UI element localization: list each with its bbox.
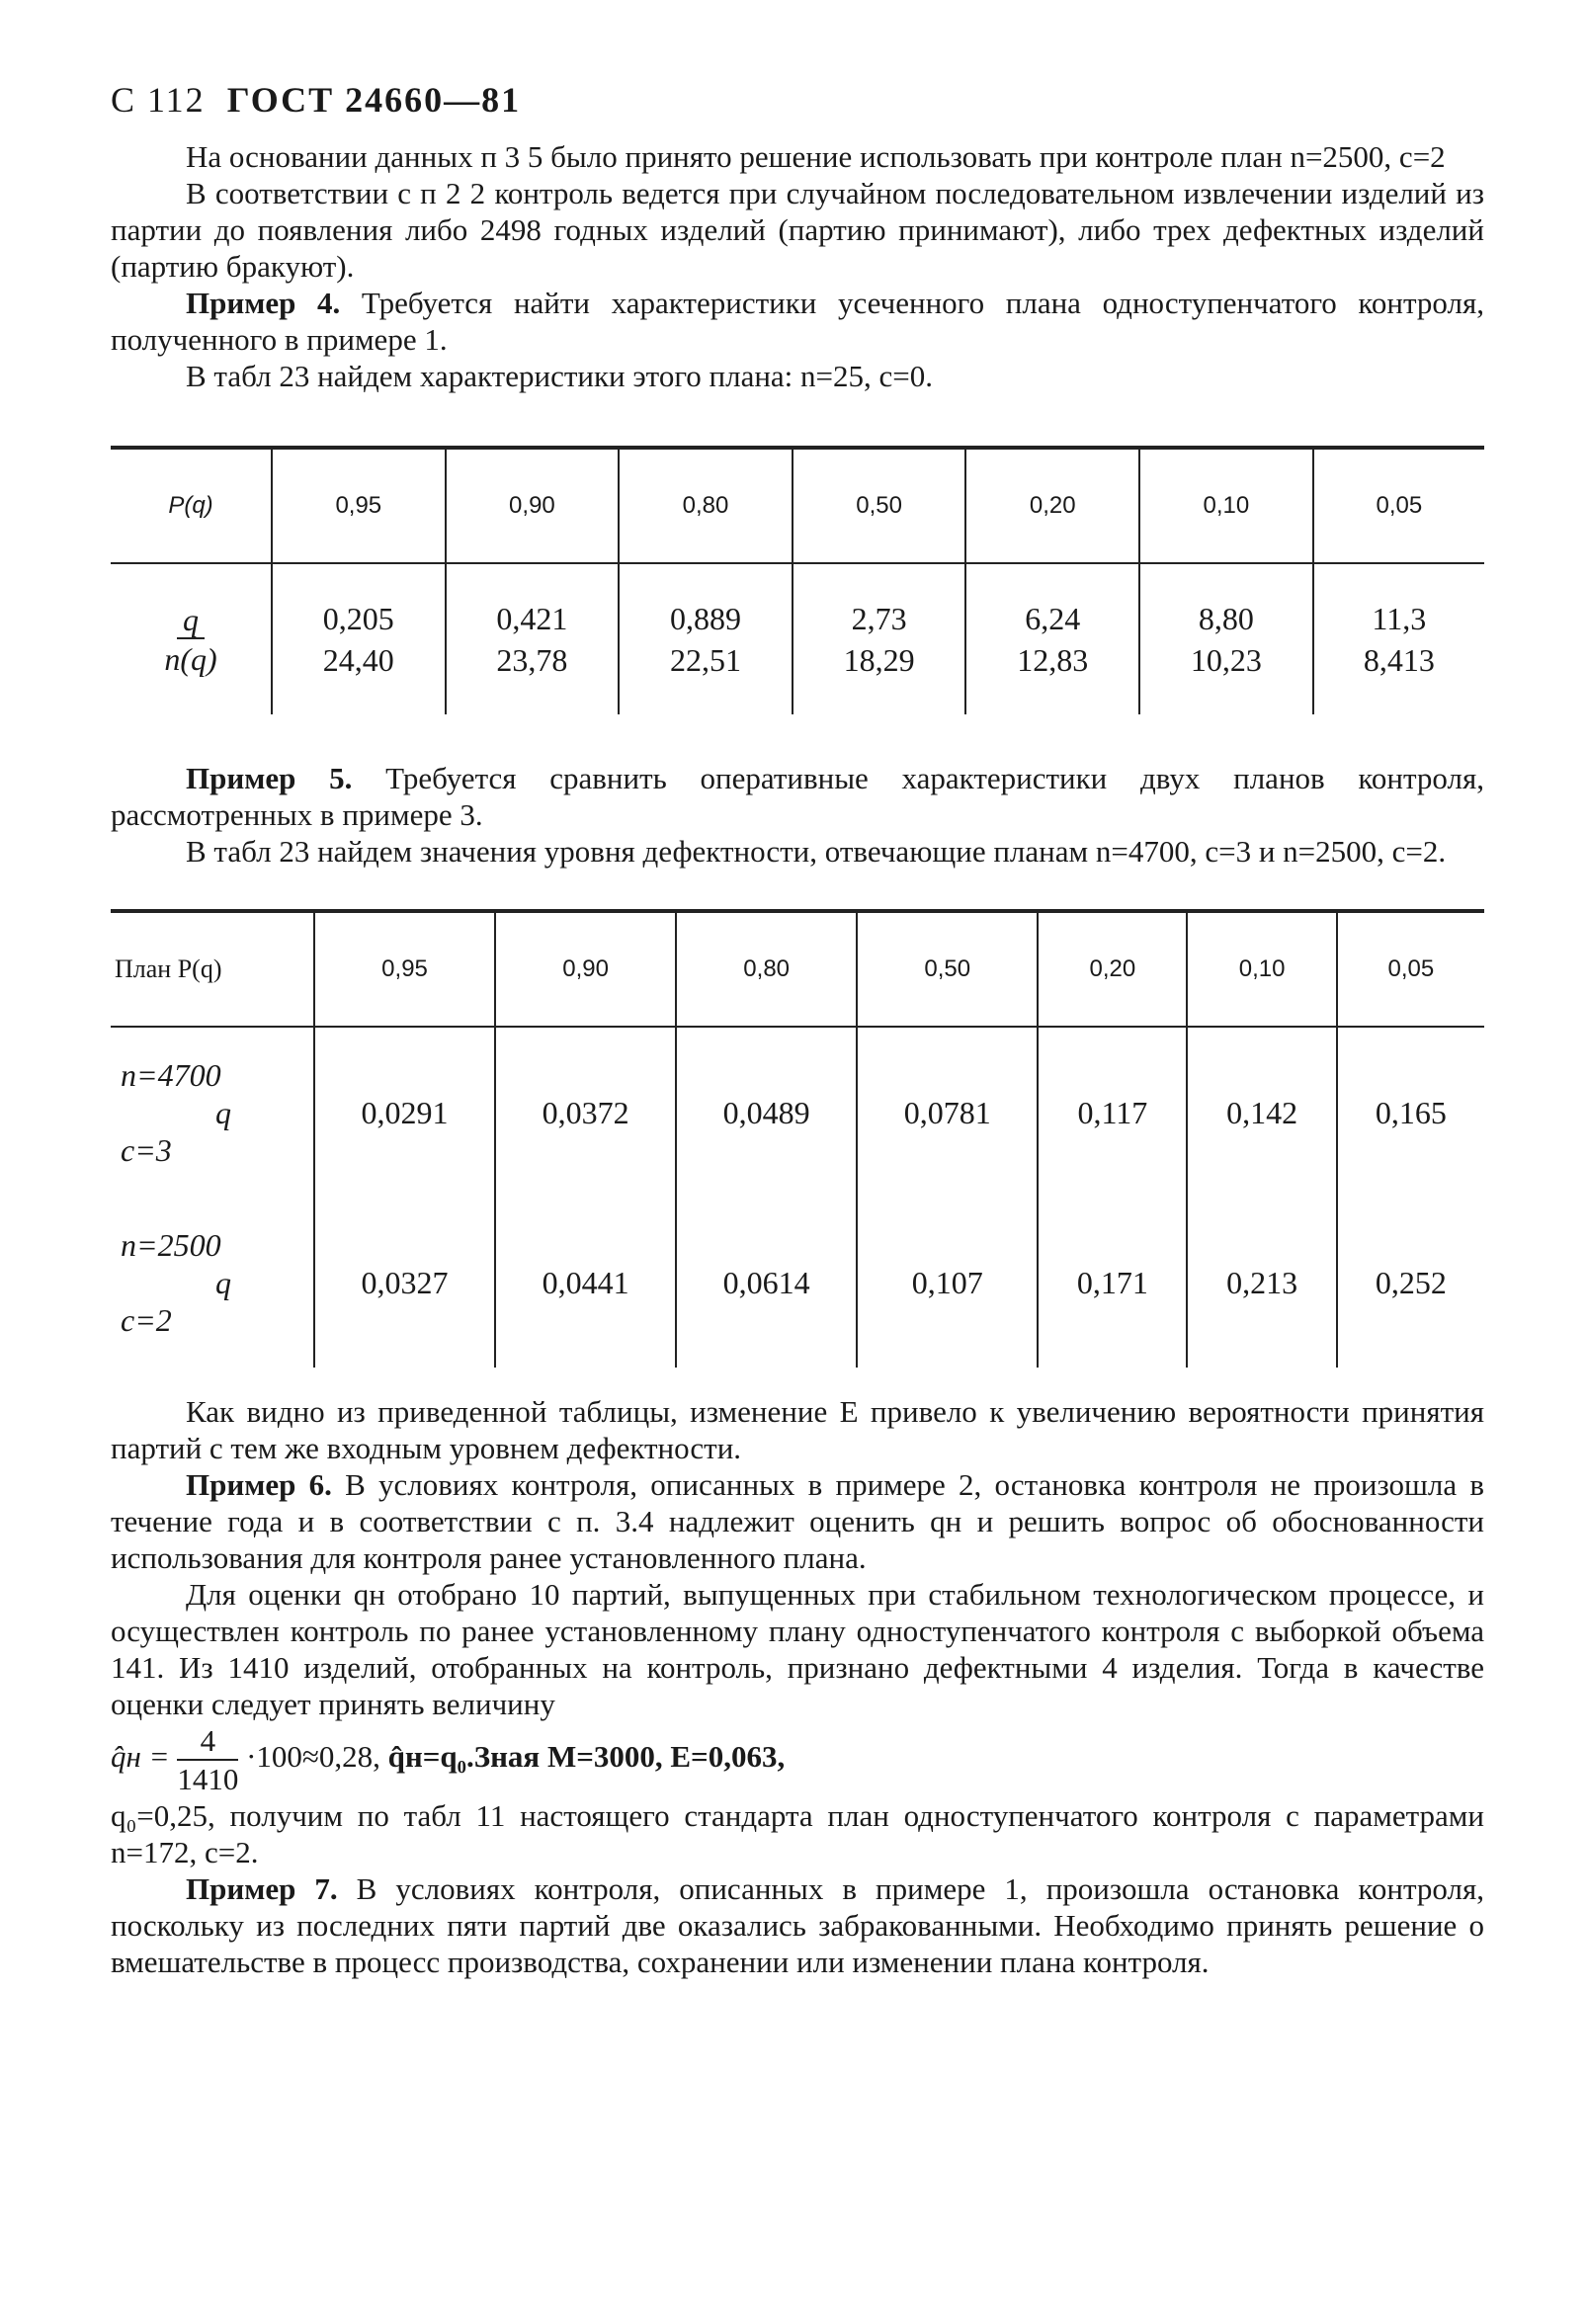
example-7 <box>111 1870 1484 1980</box>
formula-lhs: q̂н = <box>111 1739 170 1775</box>
table-1 <box>111 446 1484 714</box>
table-1-row-label <box>111 563 272 714</box>
paragraph-8: q₀=0,25, получим по табл 11 настоящего стандарта план одноступенчатого контроля с параметрами n=172, c=2. <box>111 1798 1484 1869</box>
table-1-col: 0,10 <box>1139 450 1313 563</box>
table-2-header-label: План P(q) <box>115 954 222 983</box>
table-2-col: 0,20 <box>1038 913 1187 1027</box>
table-2-col: 0,90 <box>495 913 676 1027</box>
table-1-col: 0,80 <box>619 450 793 563</box>
table-2-cell: 0,142 <box>1187 1027 1336 1198</box>
table-1-cell: 6,24 12,83 <box>965 563 1139 714</box>
row-label-q: q <box>177 602 205 639</box>
table-1-cell: 2,73 18,29 <box>793 563 966 714</box>
table-2 <box>111 909 1484 1368</box>
example-5-label: Пример 5. <box>186 761 353 795</box>
example-5 <box>111 760 1484 833</box>
example-7-label: Пример 7. <box>186 1871 338 1906</box>
table-2-cell: 0,213 <box>1187 1198 1336 1368</box>
paragraph-4b: В табл 23 найдем характеристики этого плана: n=25, c=0. <box>186 359 934 393</box>
table-2-row <box>111 1198 1484 1368</box>
example-6 <box>111 1466 1484 1576</box>
document-page <box>111 79 1484 1980</box>
table-2-cell: 0,0372 <box>495 1027 676 1198</box>
example-4-text: Требуется найти характеристики усеченного плана одноступенчатого контроля, полученного в примере 1. <box>111 286 1484 357</box>
formula-rest: ·100≈0,28, <box>246 1739 380 1775</box>
table-1-col: 0,50 <box>793 450 966 563</box>
example-6-label: Пример 6. <box>186 1467 332 1502</box>
paragraph-5b: В табл 23 найдем значения уровня дефектности, отвечающие планам n=4700, c=3 и n=2500, c=2. <box>186 834 1447 869</box>
page-header <box>111 79 1484 138</box>
table-2-cell: 0,0291 <box>314 1027 495 1198</box>
table-2-cell: 0,107 <box>857 1198 1038 1368</box>
example-5-text: Требуется сравнить оперативные характеристики двух планов контроля, рассмотренных в примере 3. <box>111 761 1484 832</box>
example-7-text: В условиях контроля, описанных в примере 1, произошла остановка контроля, поскольку из последних пяти партий две оказались забракованными. Необходимо принять решение о вмешательстве в процесс производства, сохранении или изменении плана контроля. <box>111 1871 1484 1979</box>
table-1-data-row <box>111 563 1484 714</box>
table-2-cell: 0,252 <box>1337 1198 1484 1368</box>
table-2-cell: 0,165 <box>1337 1027 1484 1198</box>
paragraph-2: В соответствии с п 2 2 контроль ведется при случайном последовательном извлечении изделий из партии до появления либо 2498 годных изделий (партию принимают), либо трех дефектных изделий (партию бракуют). <box>111 176 1484 284</box>
formula-tail: q̂н=q₀.Зная M=3000, E=0,063, <box>387 1739 786 1775</box>
table-1-col: 0,20 <box>965 450 1139 563</box>
table-1-cell: 8,80 10,23 <box>1139 563 1313 714</box>
example-4 <box>111 285 1484 358</box>
example-4-label: Пример 4. <box>186 286 341 320</box>
plan-label: n=2500 q c=2 <box>121 1227 231 1338</box>
example-6-text: В условиях контроля, описанных в примере 2, остановка контроля не произошла в течение года и в соответствии с п. 3.4 надлежит оценить qн и решить вопрос об обоснованности использования для контроля ранее установленного плана. <box>111 1467 1484 1575</box>
page-number: С 112 <box>111 80 206 120</box>
table-2-col: 0,50 <box>857 913 1038 1027</box>
table-1-cell: 0,205 24,40 <box>272 563 446 714</box>
table-2-cell: 0,117 <box>1038 1027 1187 1198</box>
table-2-col: 0,80 <box>676 913 857 1027</box>
table-1-col: 0,05 <box>1313 450 1484 563</box>
table-2-cell: 0,0441 <box>495 1198 676 1368</box>
table-2-row <box>111 1027 1484 1198</box>
table-2-cell: 0,171 <box>1038 1198 1187 1368</box>
table-2-col: 0,05 <box>1337 913 1484 1027</box>
table-1-cell: 0,421 23,78 <box>446 563 620 714</box>
table-1-col: 0,90 <box>446 450 620 563</box>
paragraph-7: Для оценки qн отобрано 10 партий, выпущенных при стабильном технологическом процессе, и осуществлен контроль по ранее установленному плану одноступенчатого контроля с выборкой объема 141. Из 1410 изделий, отобранных на контроль, признано дефектными 4 изделия. Тогда в качестве оценки следует принять величину <box>111 1577 1484 1721</box>
formula-fraction: $\frac{4}{1410}$ <box>177 1723 239 1796</box>
table-2-cell: 0,0614 <box>676 1198 857 1368</box>
table-2-col: 0,95 <box>314 913 495 1027</box>
table-1-cell: 0,889 22,51 <box>619 563 793 714</box>
plan-label: n=4700 q c=3 <box>121 1057 231 1168</box>
row-label-nq: n(q) <box>164 640 217 677</box>
table-1-header-row <box>111 450 1484 563</box>
table-2-cell: 0,0781 <box>857 1027 1038 1198</box>
formula-line <box>111 1722 1484 1797</box>
table-2-cell: 0,0327 <box>314 1198 495 1368</box>
table-1-col: 0,95 <box>272 450 446 563</box>
paragraph-6: Как видно из приведенной таблицы, изменение E привело к увеличению вероятности принятия партий с тем же входным уровнем дефектности. <box>111 1394 1484 1465</box>
table-2-col: 0,10 <box>1187 913 1336 1027</box>
standard-title: ГОСТ 24660—81 <box>226 80 522 120</box>
table-1-header-label: P(q) <box>168 492 213 519</box>
table-1-cell: 11,3 8,413 <box>1313 563 1484 714</box>
table-2-cell: 0,0489 <box>676 1027 857 1198</box>
paragraph-1: На основании данных п 3 5 было принято решение использовать при контроле план n=2500, c=2 <box>186 139 1446 174</box>
table-2-header-row <box>111 913 1484 1027</box>
